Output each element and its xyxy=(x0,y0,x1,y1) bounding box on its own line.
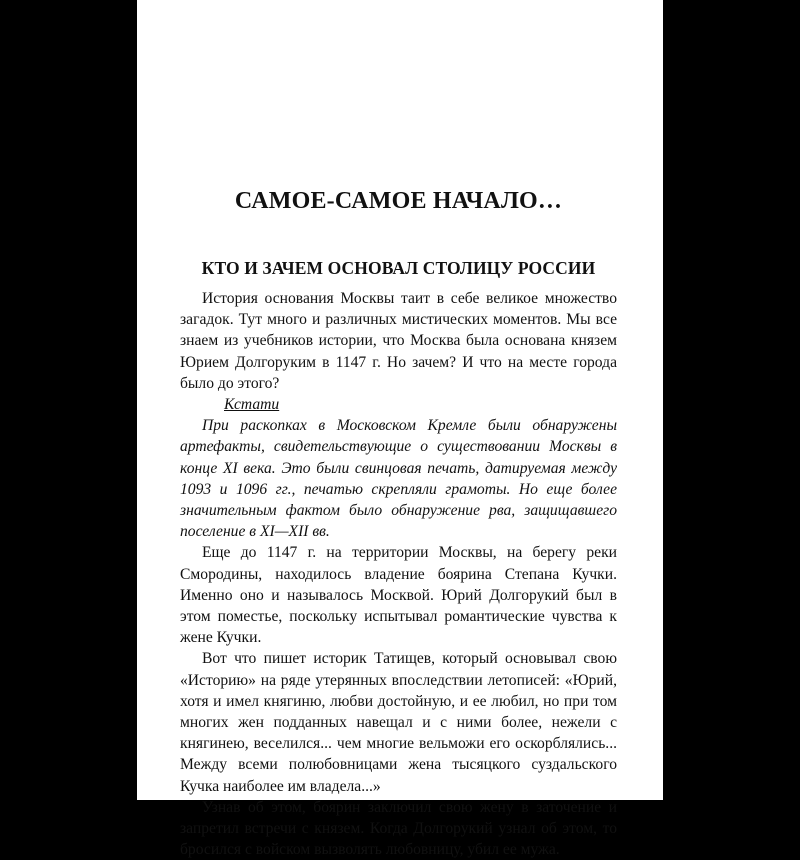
aside-label: Кстати xyxy=(224,396,280,414)
paragraph-tatishchev-quote: Вот что пишет историк Татищев, который основывал свою «Историю» на ряде утерянных впоследствии летописей: «Юрий, хотя и имел княгиню, любви достойную, и ее любил, но при том многих жен подданных навещал и с ними более, нежели с княгинею, веселился... чем многие вельможи его оскорблялись... Между всеми полюбовницами жена тысяцкого суздальского Кучка наиболее им владела...» xyxy=(180,650,617,795)
paragraph-intro: История основания Москвы таит в себе великое множество загадок. Тут много и различных мистических моментов. Мы все знаем из учебников истории, что Москва была основана князем Юрием Долгоруким в 1147 г. Но зачем? И что на месте города было до этого? xyxy=(180,290,617,392)
aside-text: При раскопках в Московском Кремле были обнаружены артефакты, свидетельствующие о существовании Москвы в конце XI века. Это были свинцовая печать, датируемая между 1093 и 1096 гг., печатью скрепляли грамоты. Но еще более значительным фактом было обнаружение рва, защищавшего поселение в XI—XII вв. xyxy=(180,417,617,541)
chapter-title: САМОЕ-САМОЕ НАЧАЛО… xyxy=(234,188,563,214)
page-body xyxy=(180,288,617,860)
book-page xyxy=(137,0,663,859)
paragraph-kuchka-estate: Еще до 1147 г. на территории Москвы, на берегу реки Смородины, находилось владение боярина Степана Кучки. Именно оно и называлось Москвой. Юрий Долгорукий был в этом поместье, поскольку испытывал романтические чувства к жене Кучки. xyxy=(180,544,617,647)
paragraph-conflict: Узнав об этом, боярин заключил свою жену в заточение и запретил встречи с князем. Когда Долгорукий узнал об этом, то бросился с войском вызволять любовницу, убил ее мужа. xyxy=(180,798,617,859)
section-title: КТО И ЗАЧЕМ ОСНОВАЛ СТОЛИЦУ РОССИИ xyxy=(201,258,596,278)
